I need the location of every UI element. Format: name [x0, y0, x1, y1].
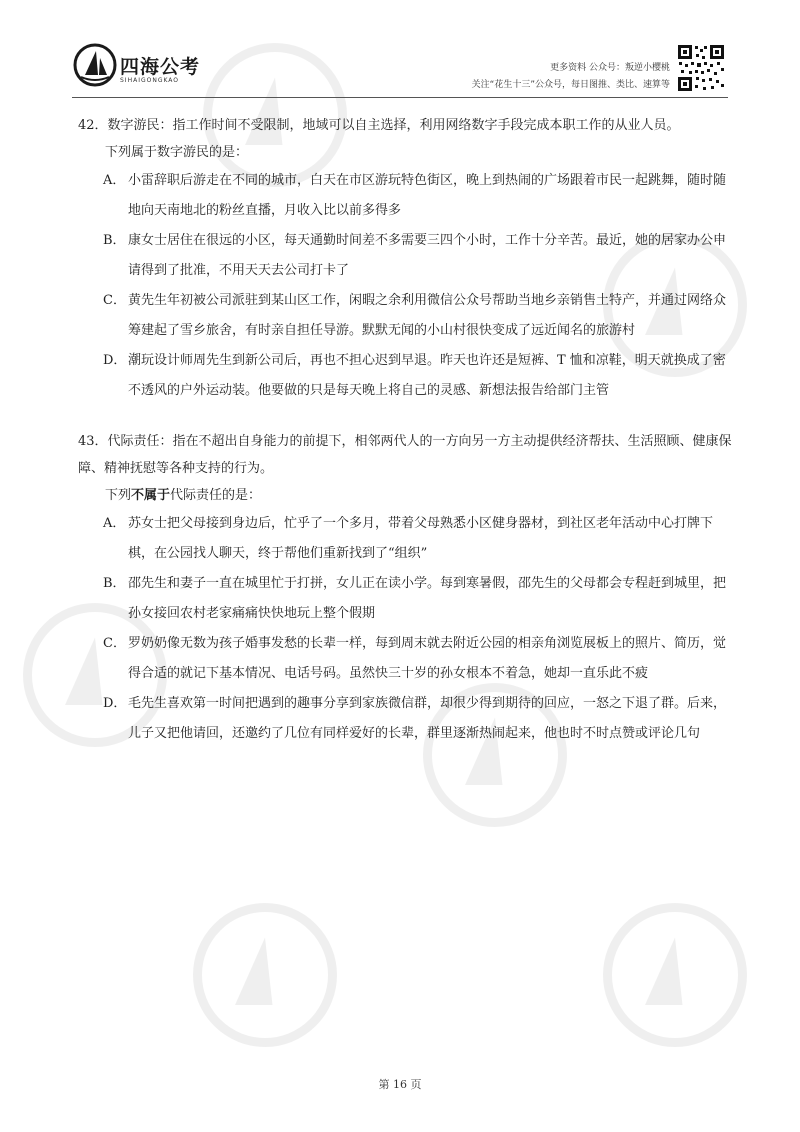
- option-letter: B．: [103, 233, 126, 248]
- option-letter: A．: [103, 516, 126, 531]
- option-text: 罗奶奶像无数为孩子婚事发愁的长辈一样，每到周末就去附近公园的相亲角浏览展板上的照片、简历，觉得合适的就记下基本情况、电话号码。虽然快三十岁的孙女根本不着急，她却一直乐此不疲: [128, 636, 727, 681]
- option-letter: B．: [103, 576, 126, 591]
- watermark-logo-icon: [190, 900, 340, 1050]
- prompt-prefix: 下列: [105, 488, 132, 503]
- watermark-logo-icon: [600, 900, 750, 1050]
- question-43-option-d: [78, 689, 738, 749]
- question-43-prompt: [78, 482, 738, 509]
- qr-code-icon: [677, 44, 725, 92]
- question-43-option-a: [78, 509, 738, 569]
- brand-subtitle: SIHAIGONGKAO: [120, 77, 180, 84]
- question-spacer: [78, 406, 738, 428]
- option-letter: D．: [103, 696, 127, 711]
- option-letter: A．: [103, 173, 126, 188]
- promo-text: [472, 60, 670, 94]
- brand-name: 四海公考: [120, 56, 201, 78]
- option-text: 黄先生年初被公司派驻到某山区工作，闲暇之余利用微信公众号帮助当地乡亲销售土特产，并通过网络众筹建起了雪乡旅舍，有时亲自担任导游。默默无闻的小山村很快变成了远近闻名的旅游村: [128, 293, 727, 338]
- question-42-option-c: [78, 286, 738, 346]
- option-letter: C．: [103, 293, 126, 308]
- prompt-suffix: 代际责任的是：: [170, 488, 262, 503]
- question-42-prompt: 下列属于数字游民的是：: [105, 145, 249, 160]
- page-number: 第 16 页: [378, 1078, 422, 1091]
- option-text: 苏女士把父母接到身边后，忙乎了一个多月，带着父母熟悉小区健身器材，到社区老年活动中心打牌下棋，在公园找人聊天，终于帮他们重新找到了“组织”: [128, 516, 714, 561]
- brand-logo: [72, 42, 212, 96]
- option-text: 毛先生喜欢第一时间把遇到的趣事分享到家族微信群，却很少得到期待的回应，一怒之下退了群。后来，儿子又把他请回，还邀约了几位有同样爱好的长辈，群里逐渐热闹起来，他也时不时点赞或评论几句: [128, 696, 727, 741]
- question-43-option-b: [78, 569, 738, 629]
- option-text: 邵先生和妻子一直在城里忙于打拼，女儿正在读小学。每到寒暑假，邵先生的父母都会专程赶到城里，把孙女接回农村老家痛痛快快地玩上整个假期: [128, 576, 727, 621]
- question-42-stem: 42．数字游民：指工作时间不受限制，地域可以自主选择，利用网络数字手段完成本职工作的从业人员。: [78, 118, 680, 133]
- question-43-option-c: [78, 629, 738, 689]
- sailboat-logo-icon: [72, 42, 118, 88]
- prompt-emphasis: 不属于: [131, 488, 171, 503]
- option-text: 潮玩设计师周先生到新公司后，再也不担心迟到早退。昨天也许还是短裤、T 恤和凉鞋，明天就换成了密不透风的户外运动装。他要做的只是每天晚上将自己的灵感、新想法报告给部门主管: [128, 353, 726, 398]
- option-letter: C．: [103, 636, 126, 651]
- option-text: 小雷辞职后游走在不同的城市，白天在市区游玩特色街区，晚上到热闹的广场跟着市民一起跳舞，随时随地向天南地北的粉丝直播，月收入比以前多得多: [128, 173, 727, 218]
- question-42-option-d: [78, 346, 738, 406]
- header-divider: [72, 97, 728, 98]
- question-content: [78, 112, 738, 749]
- question-43-stem: 43．代际责任：指在不超出自身能力的前提下，相邻两代人的一方向另一方主动提供经济帮扶、生活照顾、健康保障、精神抚慰等各种支持的行为。: [78, 434, 732, 476]
- page-header: [0, 0, 800, 104]
- promo-line: 关注“花生十三”公众号，每日图推、类比、速算等: [471, 80, 670, 90]
- question-42-option-b: [78, 226, 738, 286]
- option-letter: D．: [103, 353, 127, 368]
- promo-line: 更多资料 公众号：叛逆小樱桃: [550, 63, 670, 73]
- question-42-option-a: [78, 166, 738, 226]
- option-text: 康女士居住在很远的小区，每天通勤时间差不多需要三四个小时，工作十分辛苦。最近，她的居家办公申请得到了批准，不用天天去公司打卡了: [128, 233, 727, 278]
